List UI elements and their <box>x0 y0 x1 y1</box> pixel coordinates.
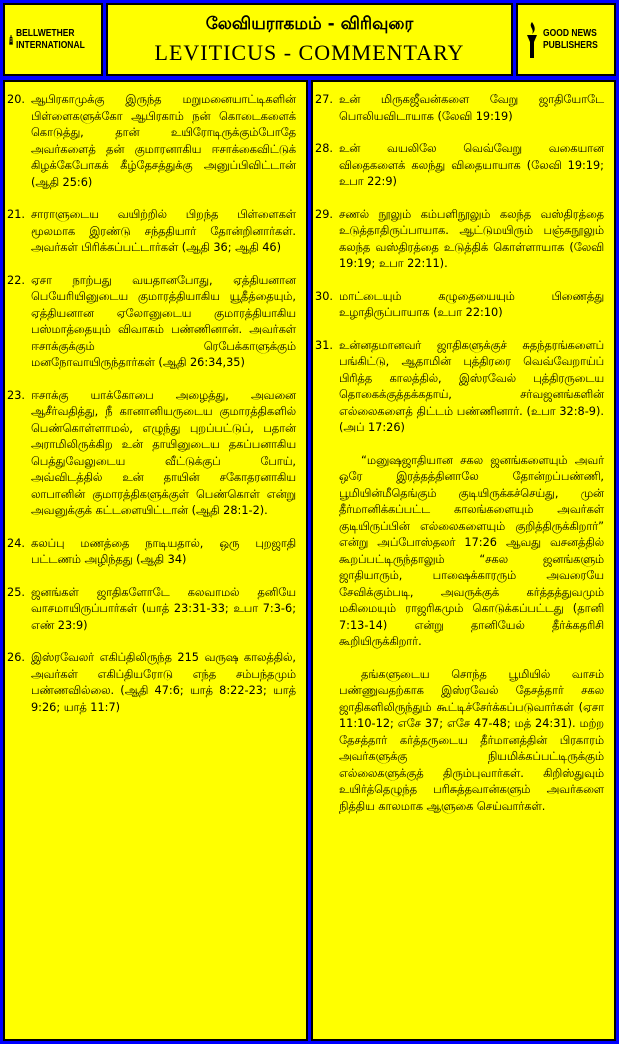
item-number: 29. <box>315 207 333 221</box>
item-number: 30. <box>315 289 333 303</box>
item-number: 20. <box>7 93 25 106</box>
item-number: 28. <box>315 142 333 155</box>
list-item <box>7 585 296 635</box>
item-text: ஆபிரகாமுக்கு இருந்த மறுமனையாட்டிகளின் பிள்ளைகளுக்கோ ஆபிரகாம் நன் கொடைகளைக் கொடுத்து, தான் உயிரோடிருக்கும்போதே அவர்களைத் தன் குமாரனாகிய ஈசாக்கைவிட்டுக் கிழக்கேபோகக் கீழ்தேசத்துக்கு அனுப்பிவிட்டான் (ஆதி 25:6) <box>31 93 296 189</box>
left-logo-line-2: INTERNATIONAL <box>16 39 85 51</box>
item-number: 31. <box>315 338 333 352</box>
item-text: ஈசாக்கு யாக்கோபை அழைத்து, அவனை ஆசீர்வதித்து, நீ கானானியருடைய குமாரத்திகளில் பெண்கொள்ளாமல், எழுந்து புறப்பட்டுப், பதான் அராமிலிருக்கிற உன் தாயினுடைய தகப்பனாகிய பெத்துவேலுடைய வீட்டுக்குப் போய், அவ்விடத்தில் உன் தாயின் சகோதரனாகிய லாபானின் குமாரத்திகளுக்குள் பெண்கொள் என்று அவனுக்குக் கட்டளையிட்டான் (ஆதி 28:1-2). <box>31 388 296 517</box>
commentary-paragraph <box>339 453 604 651</box>
item-number: 24. <box>7 536 25 550</box>
item-text: கலப்பு மணத்தை நாடியதால், ஒரு புறஜாதி பட்டணம் அழிந்தது (ஆதி 34) <box>31 536 296 566</box>
bellwether-logo <box>3 3 103 76</box>
item-text: இஸ்ரவேலர் எகிப்திலிருந்த 215 வருஷ காலத்தில், அவர்கள் எகிப்தியரோடு எந்த சம்பந்தமும் பண்ணவில்லை. (ஆதி 47:6; யாத் 8:22-23; யாத் 9:26; யாத் 11:7) <box>31 651 296 714</box>
list-item <box>7 388 296 520</box>
title-block <box>106 3 513 76</box>
list-item <box>315 289 604 322</box>
item-text: மாட்டையும் கழுதையையும் பிணைத்து உழாதிருப்பாயாக (உபா 22:10) <box>339 289 604 319</box>
list-item <box>7 273 296 372</box>
left-logo-line-1: BELLWETHER <box>16 27 75 39</box>
commentary-body <box>3 80 616 1041</box>
list-item <box>7 207 296 257</box>
good-news-logo <box>516 3 616 76</box>
item-number: 25. <box>7 585 25 599</box>
list-item <box>7 536 296 569</box>
item-text: உன்னதமானவர் ஜாதிகளுக்குச் சுதந்தரங்களைப் பங்கிட்டு, ஆதாமின் புத்திரரை வெவ்வேறாய்ப் பிரித்த காலத்தில், இஸ்ரவேல் புத்திரருடைய தொகைக்குத்தக்கதாய், சர்வஜனங்களின் எல்லைகளைத் திட்டம் பண்ணினார். (உபா 32:8-9). (அப் 17:26) <box>339 338 604 434</box>
list-item <box>315 92 604 125</box>
paragraph-text: “மனுஷஜாதியான சகல ஜனங்களையும் அவர் ஒரே இரத்தத்தினாலே தோன்றப்பண்ணி, பூமியின்மீதெங்கும் குடியிருக்கச்செய்து, முன் தீர்மானிக்கப்பட்ட காலங்களையும் அவர்கள் குடியிருப்பின் எல்லைகளையும் குறித்திருக்கிறார்” என்று அப்போஸ்தலர் 17:26 ஆவது வசனத்தில் கூறப்பட்டிருந்தாலும் “சகல ஜனங்களும் ஜாதியாரும், பாஷைக்காரரும் அவரையே சேவிக்கும்படி, அவருக்குக் கர்த்தத்துவமும் மகிமையும் ராஜரிகமும் கொடுக்கப்பட்டது (தானி 7:13-14) என்று தானியேல் தீர்க்கதரிசி கூறியிருக்கிறார். <box>339 453 604 648</box>
item-text: உன் வயலிலே வெவ்வேறு வகையான விதைகளைக் கலந்து விதையாயாக (லேவி 19:19; உபா 22:9) <box>339 142 604 188</box>
right-column <box>311 80 616 1041</box>
torch-icon <box>524 20 540 60</box>
page-title-tamil: லேவியராகமம் - விரிவுரை <box>205 13 414 34</box>
item-text: சணல் நூலும் கம்பளிநூலும் கலந்த வஸ்திரத்தை உடுத்தாதிருப்பாயாக. ஆட்டுமயிரும் பஞ்சுநூலும் கலந்த வஸ்திரத்தை உடுத்திக் கொள்ளாயாக (லேவி 19:19; உபா 22:11). <box>339 207 604 270</box>
commentary-paragraph <box>339 667 604 816</box>
left-column <box>3 80 308 1041</box>
item-number: 23. <box>7 388 25 402</box>
item-text: சாராளுடைய வயிற்றில் பிறந்த பிள்ளைகள் மூலமாக இரண்டு சந்ததியார் தோன்றினார்கள். அவர்கள் பிரிக்கப்பட்டார்கள் (ஆதி 36; ஆதி 46) <box>31 208 296 254</box>
right-logo-line-2: PUBLISHERS <box>543 39 599 51</box>
list-item <box>7 650 296 716</box>
item-text: உன் மிருகஜீவன்களை வேறு ஜாதியோடே பொலியவிடாயாக (லேவி 19:19) <box>339 93 604 123</box>
page-title-english: LEVITICUS - COMMENTARY <box>154 39 465 65</box>
right-logo-line-1: GOOD NEWS <box>543 27 598 39</box>
list-item <box>315 141 604 191</box>
item-number: 21. <box>7 208 25 221</box>
bell-tower-icon <box>9 20 13 60</box>
page-header <box>3 3 616 76</box>
list-item <box>7 92 296 191</box>
item-number: 27. <box>315 93 333 106</box>
item-text: ஜனங்கள் ஜாதிகளோடே கலவாமல் தனியே வாசமாயிருப்பார்கள் (யாத் 23:31-33; உபா 7:3-6; எண் 23:9) <box>31 585 296 632</box>
item-number: 22. <box>7 273 25 287</box>
list-item <box>315 338 604 437</box>
list-item <box>315 207 604 273</box>
item-text: ஏசா நாற்பது வயதானபோது, ஏத்தியனான பெயேரியினுடைய குமாரத்தியாகிய யூதீத்தையும், ஏத்தியனான ஏலோனுடைய குமாரத்தியாகிய பஸ்மாத்தையும் விவாகம் பண்ணினான். அவர்கள் ஈசாக்குக்கும் ரெபேக்காளுக்கும் மனநோவாயிருந்தார்கள் (ஆதி 26:34,35) <box>31 273 296 369</box>
paragraph-text: தங்களுடைய சொந்த பூமியில் வாசம் பண்ணுவதற்காக இஸ்ரவேல் தேசத்தார் சகல ஜாதிகளிலிருந்தும் கூட்டிச்சேர்க்கப்படுவார்கள் (ஏசா 11:10-12; எசே 37; எசே 47-48; மத் 24:31). மற்ற தேசத்தார் கர்த்தருடைய தீர்மானத்தின் பிரகாரம் அவர்களுக்கு நியமிக்கப்பட்டிருக்கும் எல்லைகளுக்குத் திரும்புவார்கள். கிறிஸ்துவும் உயிர்த்தெழுந்த பரிசுத்தவான்களும் அவர்களை நித்திய காலமாக ஆளுகை செய்வார்கள். <box>339 667 604 813</box>
item-number: 26. <box>7 651 25 664</box>
